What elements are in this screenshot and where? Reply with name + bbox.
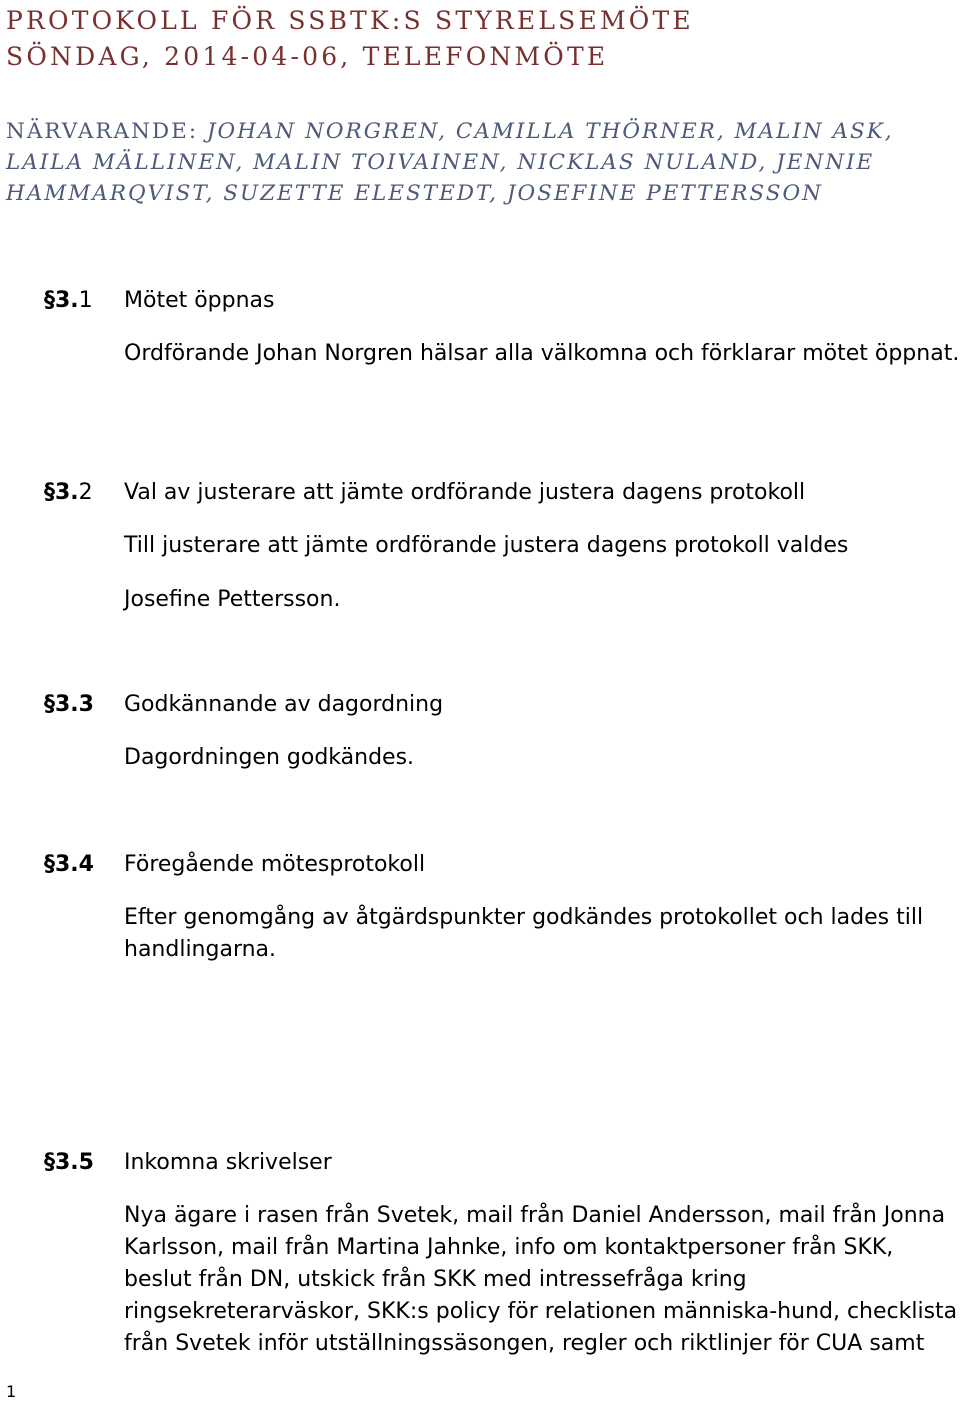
section-symbol: §: [44, 288, 55, 313]
section-number-bold: 3.: [55, 288, 79, 313]
attendees-list: [6, 116, 954, 209]
section-heading: Föregående mötesprotokoll: [124, 852, 426, 877]
section-number: [44, 480, 93, 505]
section-heading: Inkomna skrivelser: [124, 1150, 332, 1175]
section-text: Dagordningen godkändes.: [124, 745, 415, 770]
section-number-bold: 3.: [55, 480, 79, 505]
attendees-label: NÄRVARANDE:: [6, 119, 207, 144]
section-heading: Mötet öppnas: [124, 288, 275, 313]
section-number-rest: 1: [78, 288, 93, 313]
document-title-line-2: SÖNDAG, 2014-04-06, TELEFONMÖTE: [6, 42, 609, 71]
section-symbol: §: [44, 852, 55, 877]
section-symbol: §: [44, 480, 55, 505]
section-text: Efter genomgång av åtgärdspunkter godkändes protokollet och lades till handlingarna.: [124, 905, 924, 962]
attendees-names: JOHAN NORGREN, CAMILLA THÖRNER, MALIN ASK, LAILA MÄLLINEN, MALIN TOIVAINEN, NICKLAS NULAND, JENNIE HAMMARQVIST, SUZETTE ELESTEDT, JOSEFINE PETTERSSON: [6, 119, 894, 206]
section-text: Till justerare att jämte ordförande justera dagens protokoll valdes: [124, 533, 849, 558]
section-symbol: §: [44, 692, 55, 717]
section-number: [44, 852, 94, 877]
section-number: [44, 692, 94, 717]
section-heading: Val av justerare att jämte ordförande justera dagens protokoll: [124, 480, 806, 505]
section-text-continued: Josefine Pettersson.: [124, 587, 341, 612]
section-number-bold: 3.4: [55, 852, 94, 877]
section-number-bold: 3.5: [55, 1150, 94, 1175]
section-number-bold: 3.3: [55, 692, 94, 717]
section-number: [44, 1150, 94, 1175]
document-title-line-1: PROTOKOLL FÖR SSBTK:S STYRELSEMÖTE: [6, 6, 694, 35]
section-text: Nya ägare i rasen från Svetek, mail från Daniel Andersson, mail från Jonna Karlsson, mail från Martina Jahnke, info om kontaktpersoner från SKK, beslut från DN, utskick från SKK med intressefråga kring ringsekreterarväskor, SKK:s policy för relationen människa-hund, checklista från Svetek inför utställningssäsongen, regler och riktlinjer för CUA samt: [124, 1203, 958, 1356]
section-text: Ordförande Johan Norgren hälsar alla välkomna och förklarar mötet öppnat.: [124, 341, 960, 366]
section-symbol: §: [44, 1150, 55, 1175]
section-heading: Godkännande av dagordning: [124, 692, 444, 717]
section-number-rest: 2: [78, 480, 93, 505]
page-number: 1: [6, 1382, 17, 1401]
section-number: [44, 288, 93, 313]
